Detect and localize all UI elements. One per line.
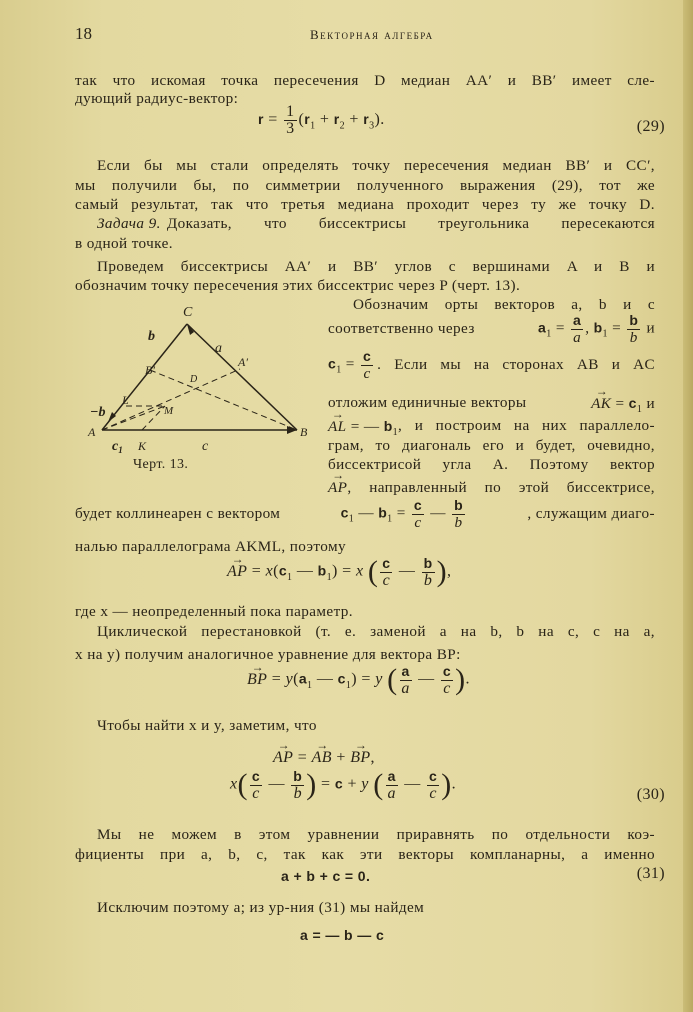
equation-AP: → AP = $x(c_1$ — $b_1) = x$ ( $\frac{c}{c}$ — $\frac{b}{b}$ ),	[227, 555, 451, 589]
label-A-prime: A′	[238, 355, 248, 369]
label-B-prime: B′	[145, 363, 155, 377]
text-line: дующий радиус-вектор:	[75, 90, 239, 107]
text-line: Если бы мы стали определять точку пересечения медиан BB′ и CC′,	[97, 157, 655, 174]
label-b: b	[148, 329, 155, 344]
text-line: фициенты при a, b, c, так как эти векторы компланарны, а именно	[75, 846, 655, 863]
label-B: B	[300, 425, 308, 439]
label-L: L	[122, 393, 129, 407]
text-line: → AP , направленный по этой биссектрисе,	[328, 478, 655, 498]
running-title: Векторная алгебра	[310, 27, 434, 42]
text-line-orts: соответственно через $a_1$ = $\frac{a}{a}$ , $b_1$ = $\frac{b}{b}$ и	[328, 312, 655, 346]
page-edge	[683, 0, 693, 1012]
equation-BP: → BP = $y(a_1$ — $c_1) = y$ ( $\frac{a}{a}$ — $\frac{c}{c}$ ).	[247, 663, 470, 697]
label-M: M	[164, 405, 174, 417]
equation-31: a + b + c = 0.	[281, 868, 371, 884]
text-line: грам, то диагональ его и будет, очевидно,	[328, 437, 655, 454]
side-a	[187, 324, 297, 430]
equation-29: r = $\frac{1}{3}$ $(r_1 + r_2 + r_3)$.	[258, 103, 385, 137]
text-line: Доказать, что биссектрисы треугольника пересекаются	[166, 215, 655, 232]
text-line: Чтобы найти x и y, заметим, что	[97, 717, 317, 734]
text-line: Мы не можем в этом уравнении приравнять по отдельности коэ-	[97, 826, 655, 843]
text-line: x на y) получим аналогичное уравнение для вектора BP:	[75, 646, 461, 663]
text-line: мы получили бы, по симметрии полученного выражения (29), тот же	[75, 177, 655, 194]
label-a: a	[215, 341, 222, 356]
label-D: D	[190, 374, 198, 385]
text-line: самый результат, так что третья медиана проходит через ту же точку D.	[75, 196, 655, 213]
text-line: так что искомая точка пересечения D медиан AA′ и BB′ имеет сле-	[75, 72, 655, 89]
equation-30: x( $\frac{c}{c}$ — $\frac{b}{b}$ ) = c + y ( $\frac{a}{a}$ — $\frac{c}{c}$ ).	[230, 768, 456, 802]
text-line: Проведем биссектрисы AA′ и BB′ углов с вершинами A и B и	[97, 258, 655, 275]
equation-number: (31)	[636, 865, 665, 882]
label-c1: $c_1$	[112, 439, 123, 455]
label-A: A	[88, 425, 96, 439]
text-line: обозначим точку пересечения этих биссектрис через P (черт. 13).	[75, 277, 521, 294]
label-K: K	[138, 439, 147, 453]
figure-caption: Черт. 13.	[133, 457, 189, 472]
equation-a: a = — b — c	[300, 927, 385, 943]
triangle-figure	[60, 300, 320, 470]
page-number: 18	[75, 24, 92, 43]
text-line: → AL = — $b_1$ , и построим на них параллело-	[328, 416, 655, 443]
label-c: c	[202, 439, 209, 454]
text-line: Циклической перестановкой (т. е. заменой a на b, b на c, c на a,	[97, 623, 655, 640]
text-line: налью параллелограма AKML, поэтому	[75, 538, 346, 555]
text-line: Обозначим орты векторов a, b и c	[353, 296, 655, 313]
text-line: отложим единичные векторы → AK = $c_1$ и	[328, 393, 655, 420]
text-line: Исключим поэтому a; из ур-ния (31) мы найдем	[97, 899, 425, 916]
equation-number: (29)	[636, 118, 665, 135]
text-line: биссектрисой угла A. Поэтому вектор	[328, 456, 655, 473]
task-line	[97, 214, 655, 234]
task-label: Задача 9.	[97, 215, 161, 232]
text-line-c1: $c_1$ = $\frac{c}{c}$ . Если мы на сторонах AB и AC	[328, 348, 655, 382]
text-line: где x — неопределенный пока параметр.	[75, 603, 353, 620]
label-minus-b: −b	[90, 405, 106, 420]
text-line: будет коллинеарен с вектором $c_1$ — $b_1$ = $\frac{c}{c}$ — $\frac{b}{b}$ , служащим диаго-	[75, 497, 655, 531]
arrow-c-icon	[287, 426, 297, 434]
equation-number: (30)	[636, 786, 665, 803]
equation-vector-sum: → AP = → AB + → BP,	[273, 748, 375, 768]
text-line: в одной точке.	[75, 235, 173, 252]
label-C: C	[183, 305, 193, 320]
